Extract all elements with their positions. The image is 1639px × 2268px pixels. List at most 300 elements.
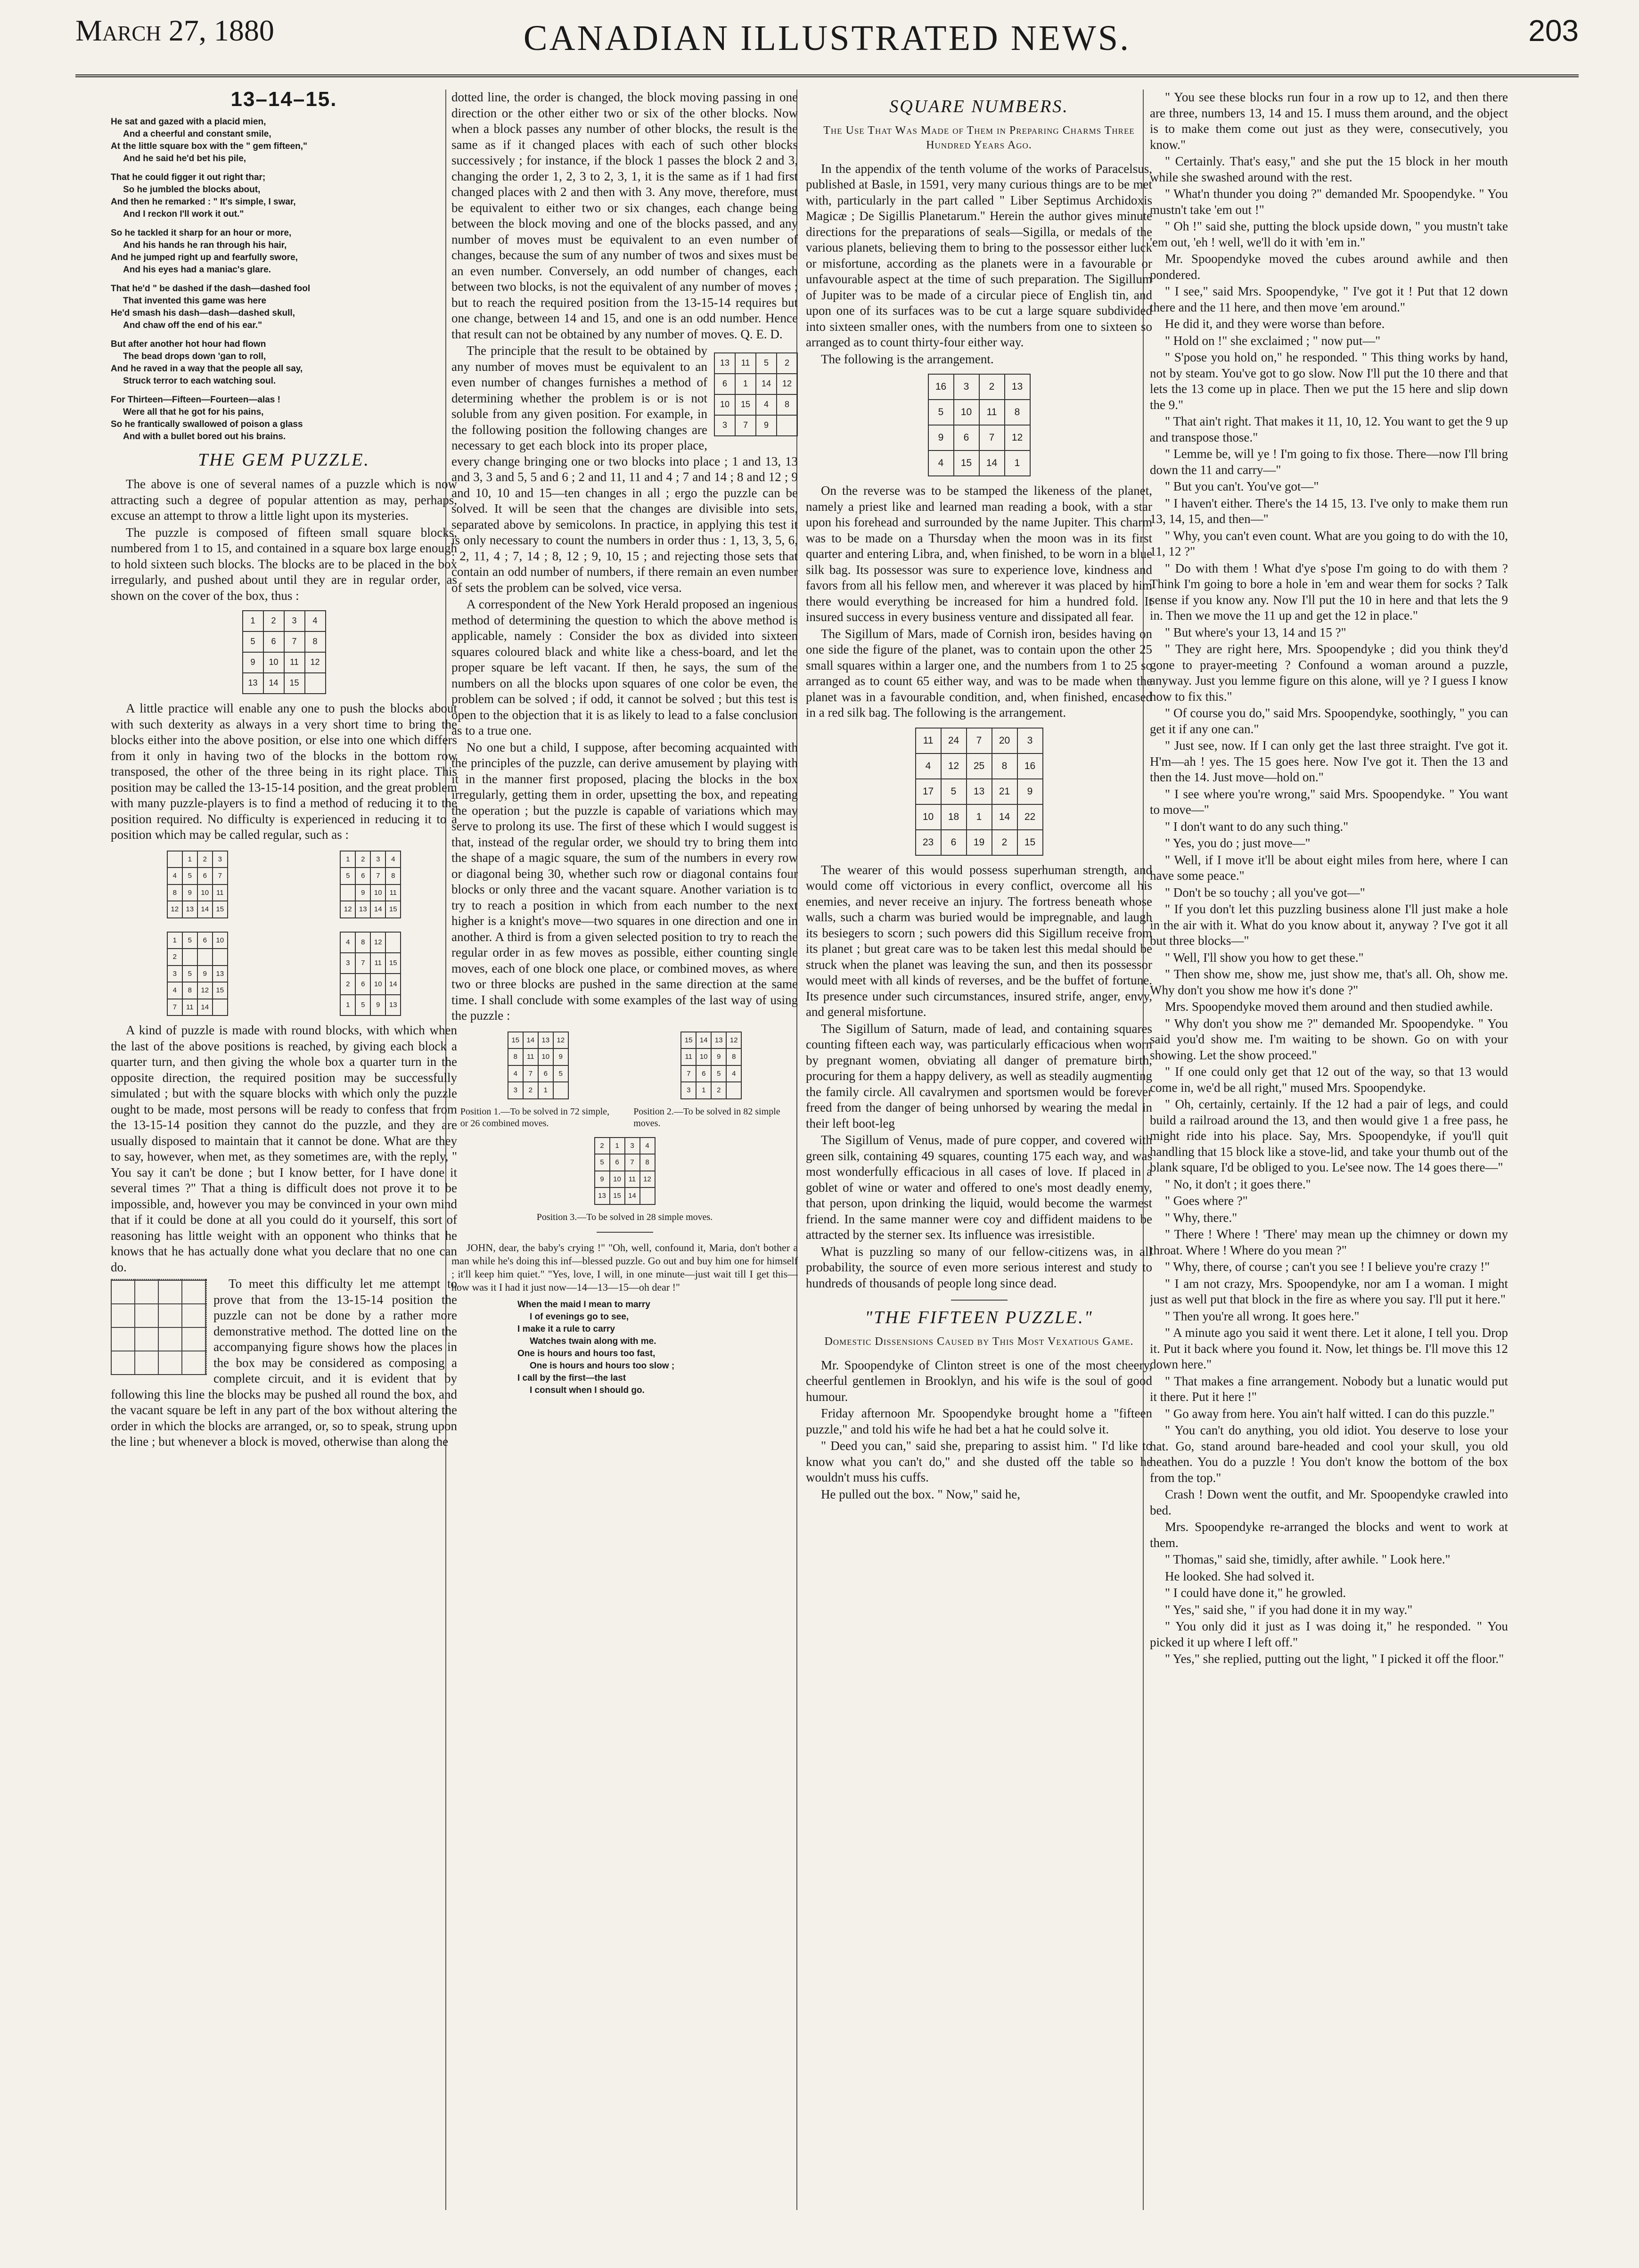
grid-cell: 11 [916,728,941,753]
grid-cell: 22 [1017,804,1043,830]
dialogue-paragraph: " Why, there." [1165,1210,1237,1225]
grid-row [340,851,401,868]
divider [951,1300,1008,1301]
grid-row [928,374,1030,400]
verse-line: One is hours and hours too fast, [517,1348,656,1359]
poem-line: And then he remarked : " It's simple, I swar, [111,197,296,207]
dialogue-paragraph: " I see," said Mrs. Spoopendyke, " I've got it ! Put that 12 down there and the 11 here, and then move 'em around." [1150,284,1508,314]
grid-cell: 14 [263,673,284,694]
grid-cell: 3 [213,851,228,868]
poem-line: And he raved in a way that the people all say, [111,363,303,374]
puzzle-grid-cover [242,610,326,694]
poem-line: He sat and gazed with a placid mien, [111,116,266,127]
jupiter-square [928,374,1031,476]
grid-cell: 8 [640,1154,655,1171]
poem-line: That he'd " be dashed if the dash—dashed fool [111,283,311,294]
grid-cell: 11 [979,400,1005,425]
grid-cell: 13 [355,901,370,918]
grid-cell: 4 [340,932,355,953]
grid-cell: 12 [941,753,967,779]
grid-cell: 10 [954,400,979,425]
grid-cell: 5 [595,1154,610,1171]
grid-cell: 9 [711,1048,726,1065]
grid-cell: 15 [284,673,305,694]
paragraph: A little practice will enable any one to push the blocks about with such dexterity as always in a very short time to bring the blocks either into the above position, or else into one which differs from it only in having two of the blocks in the bottom row transposed, the other of the three being in its right place. This position may be called the 13-15-14 position, and the great problem with many puzzle-players is to find a method of reducing it to the position required. No difficulty is experienced in reducing it to a position which may be called regular, such as : [111,701,457,842]
grid-cell: 24 [941,728,967,753]
fifteen-puzzle-heading: "THE FIFTEEN PUZZLE." [865,1308,1093,1327]
grid-row [243,652,326,673]
grid-cell: 14 [625,1187,640,1204]
grid-cell: 11 [284,652,305,673]
poem-line: So he tackled it sharp for an hour or more, [111,228,292,238]
grid-cell: 1 [1005,450,1030,476]
grid-cell: 6 [355,868,370,884]
grid-cell: 8 [992,753,1017,779]
position-1-grid [508,1032,569,1099]
grid-cell: 21 [992,779,1017,804]
grid-cell: 6 [538,1065,553,1082]
fifteen-puzzle-subhead: Domestic Dissensions Caused by This Most Vexatious Game. [824,1335,1134,1348]
poem-stanza [111,338,457,387]
grid-row [928,450,1030,476]
grid-cell: 4 [928,450,954,476]
puzzle-grid-d [340,932,401,1016]
poem-line: So he frantically swallowed of poison a glass [111,419,303,429]
grid-cell [385,932,401,953]
grid-cell: 12 [726,1032,741,1049]
poem-line: The bead drops down 'gan to roll, [123,351,266,361]
grid-cell: 17 [916,779,941,804]
grid-cell: 5 [928,400,954,425]
paper-title: CANADIAN ILLUSTRATED NEWS. [523,18,1131,58]
grid-row [167,949,228,966]
grid-row [340,884,401,901]
paragraph: The Sigillum of Mars, made of Cornish iron, besides having on one side the figure of the planet, was to contain upon the other 25 small squares within a larger one, and the numbers from 1 to 25 so arranged as to count 65 either way, and was to be made when the planet was in a favourable condition, and, when finished, encased in a red silk bag. The following is the arrangement. [806,626,1152,720]
poem-line: Were all that he got for his pains, [123,407,264,417]
grid-cell: 2 [711,1082,726,1099]
position-3-figure [451,1137,798,1223]
anecdote: JOHN, dear, the baby's crying !" "Oh, well, confound it, Maria, don't bother a man while he's doing this inf—blessed puzzle. Go out and buy him one for himself ; it'll keep him quiet." "Yes, love, I will, in one minute—just wait till I get this—how was it I had it just now—14—13—15—oh dear !" [451,1241,798,1293]
puzzle-grid-c [167,932,228,1016]
grid-row [595,1154,655,1171]
grid-cell: 3 [954,374,979,400]
grid-cell: 7 [979,425,1005,450]
dialogue-paragraph: " There ! Where ! 'There' may mean up the chimney or down my throat. Where ! Where do you mean ?" [1150,1227,1508,1257]
grid-cell: 3 [681,1082,696,1099]
grid-cell: 25 [967,753,992,779]
dialogue-paragraph: Mr. Spoopendyke moved the cubes around awhile and then pondered. [1150,252,1508,282]
poem-stanza [111,394,457,443]
poem-line: At the little square box with the " gem fifteen," [111,141,308,151]
grid-cell: 15 [735,394,756,415]
grid-row [916,779,1043,804]
paragraph: The following is the arrangement. [821,352,994,366]
poem-line: That invented this game was here [123,295,267,306]
verse-line: I call by the first—the last [517,1373,626,1383]
grid-cell: 12 [340,901,355,918]
dialogue-paragraph: " Yes, you do ; just move—" [1165,836,1311,850]
verse-line: Watches twain along with me. [530,1336,656,1346]
square-numbers-subhead: The Use That Was Made of Them in Preparing Charms Three Hundred Years Ago. [823,124,1135,151]
grid-cell: 7 [213,868,228,884]
grid-cell [167,851,182,868]
grid-row [681,1048,741,1065]
grid-cell: 2 [523,1082,538,1099]
grid-cell: 5 [711,1065,726,1082]
grid-cell: 15 [213,982,228,999]
grid-cell [640,1187,655,1204]
grid-cell: 2 [197,851,213,868]
dialogue-paragraph: " If one could only get that 12 out of the way, so that 13 would come in, we'd be all right," mused Mrs. Spoopendyke. [1150,1064,1508,1095]
grid-cell: 3 [370,851,385,868]
grid-cell: 7 [681,1065,696,1082]
grid-row [916,753,1043,779]
dialogue-paragraph: " Then show me, show me, just show me, that's all. Oh, show me. Why don't you show me how it's done ?" [1150,967,1508,997]
grid-cell: 12 [777,374,797,394]
grid-row [243,631,326,652]
grid-cell: 8 [508,1048,523,1065]
puzzle-grid-example [714,352,798,436]
grid-cell: 4 [756,394,777,415]
dialogue-paragraph: " Why, there, of course ; can't you see ! I believe you're crazy !" [1165,1260,1490,1274]
grid-cell: 4 [640,1138,655,1154]
square-numbers-heading: SQUARE NUMBERS. [889,97,1069,116]
grid-cell: 2 [167,949,182,966]
grid-cell [305,673,326,694]
dialogue-paragraph: " What'n thunder you doing ?" demanded Mr. Spoopendyke. " You mustn't take 'em out !" [1150,187,1508,217]
circuit-figure [111,1279,207,1375]
grid-row [508,1082,568,1099]
grid-cell: 1 [735,374,756,394]
poem-line: For Thirteen—Fifteen—Fourteen—alas ! [111,394,280,405]
grid-cell: 2 [355,851,370,868]
dialogue-paragraph: " Certainly. That's easy," and she put the 15 block in her mouth while she swashed around with the rest. [1150,154,1508,184]
grid-cell: 1 [610,1138,625,1154]
grid-row [681,1065,741,1082]
grid-cell: 15 [385,901,401,918]
verse-line: When the maid I mean to marry [517,1299,650,1310]
dialogue-paragraph: " A minute ago you said it went there. Let it alone, I tell you. Drop it. Put it back where you found it. Now, let things be. I'll move this 12 down here." [1150,1326,1508,1371]
poem-line: But after another hot hour had flown [111,339,266,349]
grid-cell: 10 [916,804,941,830]
dialogue-paragraph: He did it, and they were worse than before. [1165,317,1385,331]
grid-cell: 10 [538,1048,553,1065]
grid-cell: 13 [711,1032,726,1049]
paragraph: The Sigillum of Venus, made of pure copper, and covered with green silk, containing 49 squares, counting 175 each way, and was most wonderfully efficacious in all cases of love. If placed in a goblet of wine or water and offered to one's most deadly enemy, that person, upon drinking the liquid, would become the warmest friend. In the same manner were coy and diffident maidens to be attracted by the sterner sex. Its influence was irresistible. [806,1133,1152,1242]
paragraph: dotted line, the order is changed, the block moving passing in one direction or the other either two or six of the other blocks. Now when a block passes any number of other blocks, the result is the same as if it changed places with each of such other blocks successively ; for instance, if the block 1 passes the block 2 and 3, changing the order 1, 2, 3 to 2, 3, 1, it is the same as if 1 had first changed places with 2 and then with 3. Any move, therefore, must be equivalent to either two or six changes, each change being between the block moving and one of the blocks passed, and any number of moves must be equivalent to an even number of changes, because the sum of any number of twos and sixes must be an even number. Conversely, an odd number of changes, each between two blocks, is not the equivalent of any number of moves ; but to reach the required position from the 13-15-14 requires but one change, between 14 and 15, and one is an odd number. Hence that result can not be obtained by any number of moves. Q. E. D. [451,90,798,341]
dialogue-paragraph: " I could have done it," he growled. [1165,1586,1346,1600]
grid-row [340,868,401,884]
grid-row [340,974,401,994]
poem [111,116,457,443]
watches-verse [517,1299,798,1397]
grid-cell: 5 [243,631,263,652]
grid-cell: 20 [992,728,1017,753]
grid-cell: 6 [197,868,213,884]
dialogue-paragraph: " Oh !" said she, putting the block upside down, " you mustn't take 'em out, 'eh ! well, we'll do it with 'em in." [1150,219,1508,249]
page-number: 203 [1528,14,1579,48]
grid-cell [340,884,355,901]
grid-cell: 10 [714,394,735,415]
position-3-caption: Position 3.—To be solved in 28 simple moves. [536,1212,713,1222]
grid-cell: 3 [1017,728,1043,753]
paragraph: No one but a child, I suppose, after becoming acquainted with the principles of the puzzle, can derive amusement by playing with it in the manner first proposed, placing the blocks in the box irregularly, getting them in order, upsetting the box, and repeating the operation ; but the puzzle is capable of variations which may serve to prolong its use. The first of these which I would suggest is that, instead of the regular order, we should try to bring them into the shape of a magic square, the sum of the numbers in every row or diagonal being 30, whether such row or diagonal contains four blocks or only three and the vacant square. Another variation is to try to reach a position in which from each number to the next higher is a knight's move—two squares in one direction and one in another. A third is from a given selected position to try to reach the regular order in as few moves as possible, either counting single moves, each of one block one place, or combined moves, as where two or three blocks are pushed in the same direction at the same time. I shall conclude with some examples of the last way of using the puzzle : [451,740,798,1023]
grid-cell: 15 [610,1187,625,1204]
dialogue-paragraph: " Goes where ?" [1165,1194,1248,1208]
grid-row [340,953,401,974]
grid-cell [213,999,228,1016]
grid-cell [726,1082,741,1099]
grid-cell [197,949,213,966]
grid-cell: 10 [696,1048,711,1065]
grid-row [508,1032,568,1049]
grid-cell: 11 [523,1048,538,1065]
poem-line: Struck terror to each watching soul. [123,376,276,386]
grid-cell: 4 [726,1065,741,1082]
grid-cell: 6 [941,830,967,855]
paragraph: Friday afternoon Mr. Spoopendyke brought home a "fifteen puzzle," and told his wife he had bet a hat he could solve it. [806,1406,1152,1436]
grid-row [595,1187,655,1204]
grid-cell: 14 [385,974,401,994]
grid-cell [182,949,197,966]
dialogue-paragraph: " That ain't right. That makes it 11, 10, 12. You want to get the 9 up and transpose those." [1150,414,1508,444]
mars-square [915,728,1043,856]
grid-cell: 14 [197,999,213,1016]
paragraph: The wearer of this would possess superhuman strength, and would come off victorious in every conflict, overcome all his enemies, and never receive an injury. The fortress beneath whose walls, such a charm was buried would be impregnable, and laugh its besiegers to scorn ; such powers did this Sigillum receive from its planet ; but great care was to be taken lest this medal should be struck when the planet was leaving the sun, and then its possessor would meet with all kinds of reverses, and be the buffet of fortune. Its presence under such circumstances, insured strife, anger, envy, and general misfortune. [806,862,1152,1019]
dialogue-paragraph: " Then you're all wrong. It goes here." [1165,1309,1360,1323]
grid-row [928,425,1030,450]
paragraph: The puzzle is composed of fifteen small square blocks, numbered from 1 to 15, and contained in a square box large enough to hold sixteen such blocks. The blocks are to be placed in the box irregularly, and pushed about until they are in regular order, as shown on the cover of the box, thus : [111,525,457,603]
grid-cell: 15 [1017,830,1043,855]
grid-cell: 13 [538,1032,553,1049]
grid-row [714,394,797,415]
grid-cell: 10 [197,884,213,901]
poem-line: That he could figger it out right thar; [111,172,266,182]
grid-cell: 3 [340,953,355,974]
grid-cell: 5 [553,1065,568,1082]
grid-cell: 5 [941,779,967,804]
paragraph: On the reverse was to be stamped the likeness of the planet, namely a priest like and learned man reading a book, with a star upon his forehead and surrounded by the name Jupiter. This charm was to be made on a Thursday when the moon was in its first quarter and entering Libra, and, when finished, to be worn in a blue silk bag. Its possessor was sure to experience love, kindness and favors from all his fellow men, and wherever it was placed by him there would everything be increased for him a hundred fold. It insured success in every business venture and dissipated all fear. [806,483,1152,624]
grid-cell: 9 [1017,779,1043,804]
grid-cell: 13 [595,1187,610,1204]
paragraph: A kind of puzzle is made with round blocks, with which when the last of the above positions is reached, by giving each block a quarter turn, and then giving the whole box a quarter turn in the opposite direction, the required position may be successfully simulated ; but with the square blocks with which only the puzzle ought to be made, most persons will be ready to confess that from the 13-15-14 position they cannot do the puzzle, and they are usually disposed to maintain that it cannot be done. What are they to say, however, when met, as they sometimes are, with the reply, " You say it can't be done ; but I know better, for I have done it several times ?" That a thing is difficult does not prove it to be impossible, and, however you may be convinced in your own mind that if it could be done at all you could do it yourself, this sort of reasoning has little weight with an opponent who thinks that he knows that he has actually done what you declare that no one can do. [111,1023,457,1274]
grid-cell: 1 [340,995,355,1015]
dialogue-paragraph: " If you don't let this puzzling business alone I'll just make a hole in the air with it. What do you know about it, anyway ? I've got it all but three blocks—" [1150,902,1508,948]
dialogue-paragraph: " Just see, now. If I can only get the last three straight. I've got it. H'm—ah ! yes. The 15 goes here. Now I've got it. Then the 13 and then the 14. Just move—hold on." [1150,738,1508,784]
grid-cell: 1 [167,932,182,949]
grid-cell: 7 [735,415,756,436]
grid-row [681,1032,741,1049]
dialogue-paragraph: He looked. She had solved it. [1165,1569,1315,1583]
grid-cell: 9 [595,1171,610,1188]
dialogue-paragraph: " Do with them ! What d'ye s'pose I'm going to do with them ? Think I'm going to bore a hole in 'em and wear them for socks ? Talk sense if you know any. Now I'll put the 10 in here and that lets the 9 in. Then we move the 11 up and get the 12 in place." [1150,561,1508,622]
grid-cell: 14 [197,901,213,918]
grid-row [595,1138,655,1154]
grid-cell: 13 [385,995,401,1015]
grid-cell [553,1082,568,1099]
issue-date: March 27, 1880 [75,14,274,47]
paragraph: What is puzzling so many of our fellow-citizens was, in all probability, the source of even more serious interest and study to hundreds of thousands of people long since dead. [806,1244,1152,1290]
puzzle-grids-columns [111,925,457,1023]
column-3 [806,90,1152,2248]
poem-line: And I reckon I'll work it out." [123,209,244,219]
grid-cell: 5 [182,932,197,949]
grid-row [340,901,401,918]
grid-cell: 5 [355,995,370,1015]
grid-cell: 15 [681,1032,696,1049]
dialogue-paragraph: " Go away from here. You ain't half witted. I can do this puzzle." [1165,1406,1495,1421]
puzzle-grids-regular [111,844,457,925]
grid-cell: 3 [167,966,182,983]
grid-cell: 4 [916,753,941,779]
grid-cell: 2 [595,1138,610,1154]
grid-cell: 5 [340,868,355,884]
grid-cell: 10 [263,652,284,673]
paragraph: In the appendix of the tenth volume of the works of Paracelsus, published at Basle, in 1591, very many curious things are to be met with, particularly in the part called " Liber Septimus Archidoxis Magicæ ; De Sigillis Planetarum." Herein the author gives minute directions for the preparations of seals—Sigilla, or medals of the various planets, believing them to bring to the possessor either luck or misfortune, according as the planets were in a favourable or unfavourable aspect at the time of such preparation. The Sigillum of Jupiter was to be made of a circular piece of English tin, and upon one of its surfaces was to be cut a large square subdivided into sixteen smaller ones, with the numbers from one to sixteen so arranged as to count thirty-four either way. [806,161,1152,349]
grid-cell: 8 [777,394,797,415]
grid-cell: 7 [355,953,370,974]
grid-cell: 9 [355,884,370,901]
grid-cell: 8 [305,631,326,652]
column-2 [451,90,798,2248]
grid-row [167,966,228,983]
grid-cell: 8 [726,1048,741,1065]
position-2-caption: Position 2.—To be solved in 82 simple moves. [633,1106,780,1129]
grid-cell: 6 [355,974,370,994]
grid-cell: 12 [197,982,213,999]
grid-cell: 12 [370,932,385,953]
dialogue-paragraph: " That makes a fine arrangement. Nobody but a lunatic would put it there. Put it here !" [1150,1374,1508,1404]
poem-line: And with a bullet bored out his brains. [123,431,286,442]
poem-stanza [111,172,457,221]
dialogue-paragraph: " I haven't either. There's the 14 15, 13. I've only to make them run 13, 14, 15, and then—" [1150,496,1508,526]
grid-row [508,1065,568,1082]
grid-cell: 6 [197,932,213,949]
grid-cell: 11 [182,999,197,1016]
grid-cell: 15 [508,1032,523,1049]
paragraph: Mr. Spoopendyke of Clinton street is one of the most cheery, cheerful gentlemen in Brooklyn, and his wife is the soul of good humour. [806,1358,1152,1404]
dialogue-paragraph: Mrs. Spoopendyke re-arranged the blocks and went to work at them. [1150,1520,1508,1550]
grid-row [340,932,401,953]
grid-cell: 9 [553,1048,568,1065]
puzzle-grid-b [340,851,401,918]
grid-cell: 16 [1017,753,1043,779]
grid-cell: 9 [928,425,954,450]
grid-cell: 10 [370,974,385,994]
grid-cell: 1 [243,611,263,631]
grid-cell: 6 [696,1065,711,1082]
dialogue-paragraph: " I am not crazy, Mrs. Spoopendyke, nor am I a woman. I might just as well put that block in the fire as where you say. I'll put it here." [1150,1276,1508,1306]
grid-cell: 6 [263,631,284,652]
masthead [75,8,1579,77]
grid-cell: 16 [928,374,954,400]
paragraph: To meet this difficulty let me attempt to prove that from the 13-15-14 position the puzzle can not be done by a rather more demonstrative method. The dotted line on the accompanying figure shows how the places in the box may be considered as composing a complete circuit, and it is evident that by following this line the blocks may be pushed all round the box, and the vacant square be left in any part of the box without altering the order in which the blocks are arranged, or, so to speak, strung upon the line ; but whenever a block is moved, otherwise than along the [111,1277,457,1449]
grid-cell: 9 [182,884,197,901]
poem-stanza [111,227,457,276]
column-1 [111,90,457,2248]
grid-cell: 7 [167,999,182,1016]
grid-cell: 9 [243,652,263,673]
grid-row [167,851,228,868]
dialogue-paragraph: " You can't do anything, you old idiot. You deserve to lose your hat. Go, stand around bare-headed and cool your skull, you old heathen. You do a puzzle ! You don't know the bottom of the box from the top." [1150,1423,1508,1485]
grid-cell: 6 [714,374,735,394]
verse-line: I make it a rule to carry [517,1324,615,1334]
dialogue-paragraph: " Yes," said she, " if you had done it in my way." [1165,1602,1413,1617]
dialogue-paragraph: " Well, I'll show you how to get these." [1165,950,1364,965]
dialogue-paragraph: Crash ! Down went the outfit, and Mr. Spoopendyke crawled into bed. [1150,1487,1508,1517]
grid-row [595,1171,655,1188]
dialogue-paragraph: " Lemme be, will ye ! I'm going to fix those. There—now I'll bring down the 11 and carry—" [1150,447,1508,477]
grid-row [928,400,1030,425]
grid-cell: 1 [182,851,197,868]
grid-cell: 6 [954,425,979,450]
grid-cell: 8 [167,884,182,901]
grid-row [167,901,228,918]
grid-cell [777,415,797,436]
poem-line: So he jumbled the blocks about, [123,184,261,195]
grid-cell: 14 [979,450,1005,476]
poem-line: And a cheerful and constant smile, [123,129,271,139]
verse-line: One is hours and hours too slow ; [530,1360,675,1371]
dialogue-paragraph: " Well, if I move it'll be about eight miles from here, where I can have some peace." [1150,852,1508,883]
poem-stanza [111,116,457,165]
grid-cell: 19 [967,830,992,855]
grid-row [916,728,1043,753]
grid-cell: 1 [967,804,992,830]
grid-cell: 11 [213,884,228,901]
grid-cell: 7 [284,631,305,652]
grid-cell: 7 [625,1154,640,1171]
grid-cell: 3 [284,611,305,631]
dialogue-paragraph: " Why don't you show me ?" demanded Mr. Spoopendyke. " You said you'd show me. I'm waiting to be shown. Go on with your showing. Let the show proceed." [1150,1016,1508,1062]
grid-cell: 12 [1005,425,1030,450]
position-2-grid [680,1032,742,1099]
dialogue-paragraph: " Hold on !" she exclaimed ; " now put—" [1165,333,1381,348]
dialogue-paragraph: Mrs. Spoopendyke moved them around and then studied awhile. [1165,999,1493,1014]
grid-cell: 14 [696,1032,711,1049]
grid-cell: 13 [714,353,735,374]
dialogue-paragraph: " No, it don't ; it goes there." [1165,1177,1311,1191]
grid-row [714,353,797,374]
paragraph: The principle that the result to be obtained by any number of moves must be equivalent to an even number of changes furnishes a method of determining whether the problem is or is not soluble from any given position. For example, in the following position the following changes are necessary to get each block into its proper place, every change bringing one or two blocks into place ; 1 and 13, 13 and 3, 3 and 5, 5 and 6 ; 2 and 11, 11 and 4 ; 7 and 14 ; 8 and 12 ; 9 and 10, 10 and 15—ten changes in all ; ergo the puzzle can be solved. It will be seen that the changes are divisible into sets, separated above by semicolons. In practice, in applying this test it is only necessary to count the numbers in order thus : 1, 13, 3, 5, 6, ; 2, 11, 4 ; 7, 14 ; 8, 12 ; 9, 10, 15 ; and rejecting those sets that contain an odd number of numbers, if there remain an even number of sets the problem can be solved, vice versa. [451,344,798,595]
grid-row [167,868,228,884]
grid-cell: 10 [370,884,385,901]
grid-row [243,673,326,694]
positions-row [451,1025,798,1130]
poem-line: And he said he'd bet his pile, [123,153,246,164]
grid-row [714,415,797,436]
dialogue-paragraph: " Thomas," said she, timidly, after awhile. " Look here." [1165,1552,1451,1566]
poem-line: And his hands he ran through his hair, [123,240,287,250]
grid-cell: 13 [243,673,263,694]
grid-cell: 8 [182,982,197,999]
grid-cell: 1 [696,1082,711,1099]
position-2-figure [633,1025,789,1130]
grid-row [340,995,401,1015]
paragraph: " Deed you can," said she, preparing to assist him. " I'd like to know what you can't do," and she dusted off the table so he wouldn't muss his cuffs. [806,1439,1152,1484]
paragraph: The Sigillum of Saturn, made of lead, and containing squares counting fifteen each way, was particularly efficacious when worn by pregnant women, obviating all danger of premature birth, procuring for them a happy delivery, as well as steadily augmenting the family circle. All cavalrymen and sportsmen would be forever freed from the danger of being unhorsed by wearing the medal in their left boot-leg [806,1021,1152,1130]
grid-cell: 15 [385,953,401,974]
dialogue-paragraph: " Of course you do," said Mrs. Spoopendyke, soothingly, " you can get it if any one can." [1150,706,1508,736]
grid-cell: 4 [385,851,401,868]
grid-row [916,830,1043,855]
grid-row [167,932,228,949]
grid-cell: 4 [508,1065,523,1082]
dialogue-paragraph: " S'pose you hold on," he responded. " This thing works by hand, not by steam. You've got to go slow. Now I'll put the 10 there and that lets the 13 come up in place. Then we put the 15 here and slip down the 9." [1150,350,1508,412]
grid-cell: 3 [625,1138,640,1154]
grid-cell: 23 [916,830,941,855]
grid-cell: 12 [553,1032,568,1049]
